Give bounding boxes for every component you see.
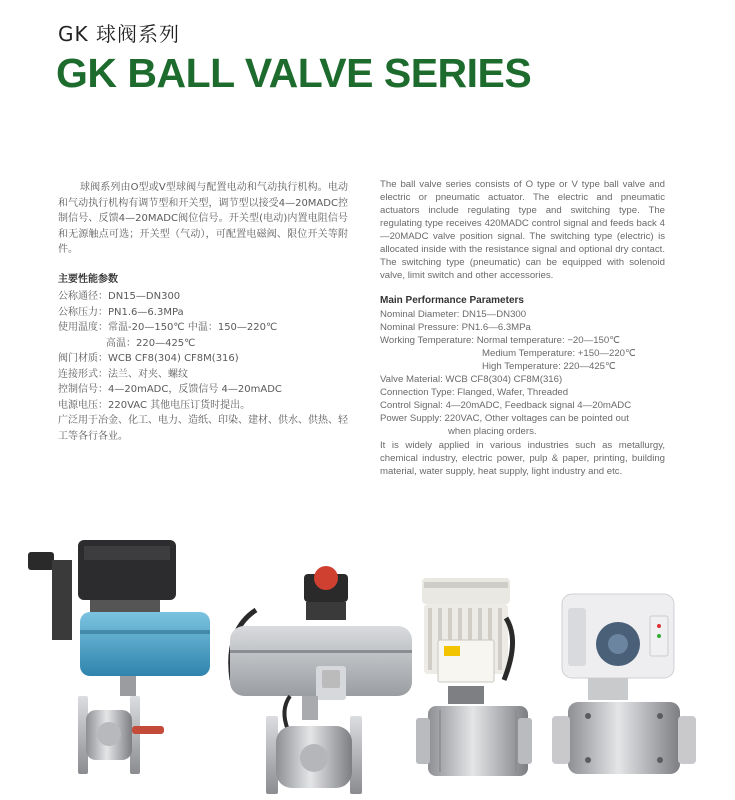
english-param: High Temperature: 220—425℃ <box>482 361 616 372</box>
english-param: Valve Material: WCB CF8(304) CF8M(316) <box>380 374 563 385</box>
chinese-param: 高温：220—425℃ <box>106 337 196 349</box>
title-chinese: GK 球阀系列 <box>58 22 180 46</box>
chinese-param: 控制信号：4—20mADC，反馈信号 4—20mADC <box>58 384 282 395</box>
english-intro: The ball valve series consists of O type or V type ball valve and electric or pneumatic actuator. The electric and pneumatic actuators include regulating type and switching type. The regulating type receives 420MADC control signal and feeds back 4—20MADC valve position signal. The switching type (electric) is allocated inside with the resistance signal and optional dry contact. The switching type (pneumatic) can be equipped with solenoid valve, limit switch and other accessories. <box>380 179 665 281</box>
chinese-intro: 球阀系列由O型或V型球阀与配置电动和气动执行机构。电动和气动执行机构有调节型和开关型，调节型以接受4—20MADC控制信号、反馈4—20MADC阀位信号。开关型(电动)内置电阻信号和无源触点可选；开关型（气动），可配置电磁阀、限位开关等附件。 <box>58 182 348 255</box>
chinese-column <box>58 180 348 444</box>
chinese-param: 阀门材质：WCB CF8(304) CF8M(316) <box>58 353 239 364</box>
chinese-param: 广泛用于冶金、化工、电力、造纸、印染、建材、供水、供热、轻工等各行各业。 <box>58 415 348 442</box>
english-param: Nominal Pressure: PN1.6—6.3MPa <box>380 322 531 333</box>
english-param: Working Temperature: Normal temperature: −20—150℃ <box>380 335 620 346</box>
chinese-param: 连接形式：法兰、对夹、螺纹 <box>58 368 188 380</box>
pneumatic-flanged-ball-valve <box>28 540 210 774</box>
chinese-param: 公称通径：DN15—DN300 <box>58 291 181 302</box>
chinese-param: 使用温度：常温-20—150℃ 中温：150—220℃ <box>58 322 278 333</box>
english-column <box>380 178 665 478</box>
product-photos <box>20 530 720 800</box>
english-param: Connection Type: Flanged, Wafer, Threaded <box>380 387 569 398</box>
english-param: Control Signal: 4—20mADC, Feedback signal 4—20mADC <box>380 400 632 411</box>
english-param: Nominal Diameter: DN15—DN300 <box>380 309 527 320</box>
english-application: It is widely applied in various industries such as metallurgy, chemical industry, electric power, pulp & paper, printing, building material, water supply, heat supply, light industry and etc. <box>380 440 665 477</box>
electric-threaded-ball-valve <box>416 578 532 776</box>
english-param: Power Supply: 220VAC, Other voltages can be pointed out <box>380 413 629 424</box>
chinese-param: 电源电压：220VAC 其他电压订货时提出。 <box>58 399 251 411</box>
title-english: GK BALL VALVE SERIES <box>56 50 532 96</box>
english-param: when placing orders. <box>448 426 537 437</box>
pneumatic-ball-valve-limit-switch <box>230 566 412 794</box>
chinese-params-heading: 主要性能参数 <box>58 273 118 285</box>
english-param: Medium Temperature: +150—220℃ <box>482 348 636 359</box>
english-params-heading: Main Performance Parameters <box>380 295 524 306</box>
chinese-param: 公称压力：PN1.6—6.3MPa <box>58 306 184 318</box>
electric-three-piece-ball-valve <box>552 594 696 774</box>
